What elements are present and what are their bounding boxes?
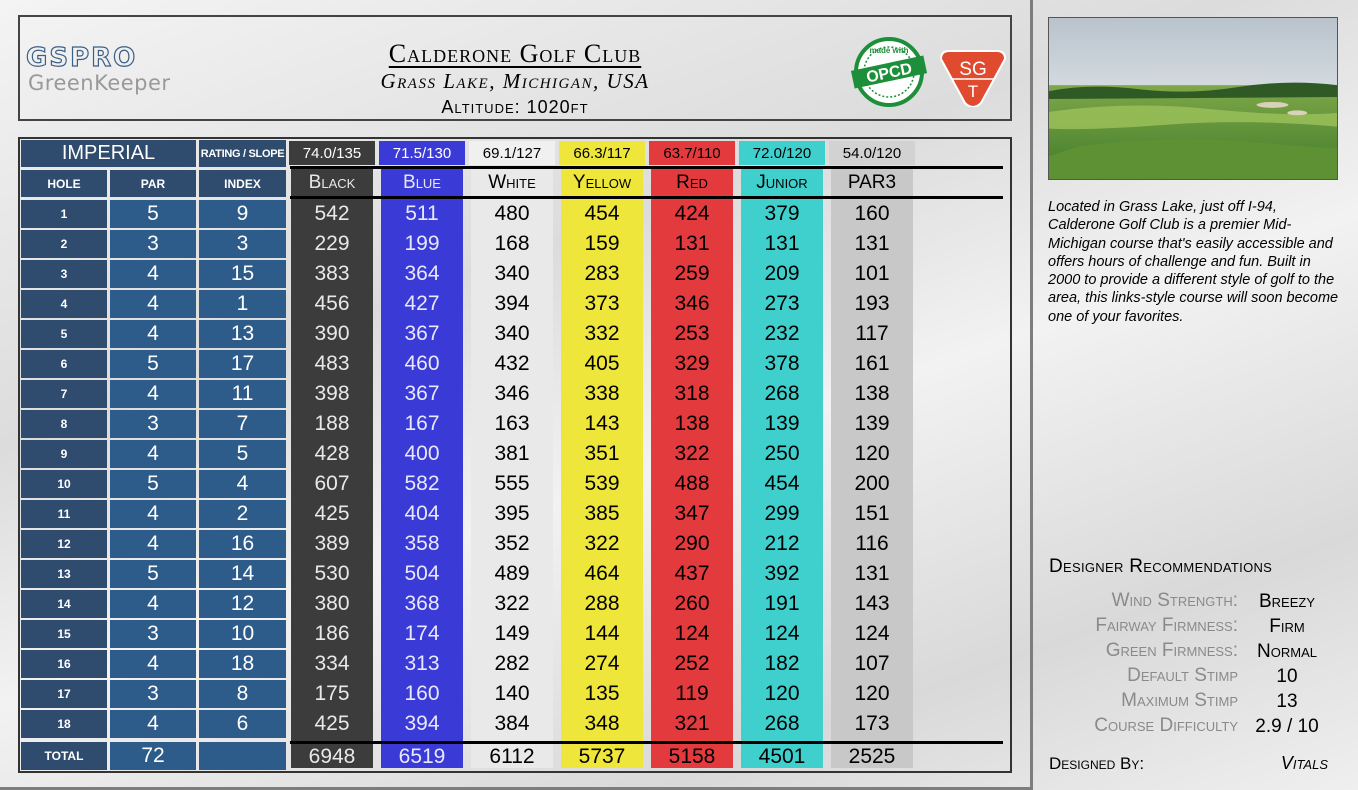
hole-number: 13 [21, 560, 107, 588]
hole-par: 3 [110, 230, 196, 258]
tee-yardage: 483 [314, 352, 350, 375]
tee-yardage: 151 [854, 502, 890, 525]
tee-yardage: 395 [494, 502, 530, 525]
tee-yardage: 400 [404, 442, 440, 465]
tee-yardage: 378 [764, 352, 800, 375]
hole-index: 6 [199, 710, 286, 738]
tee-yardage: 131 [854, 562, 890, 585]
tee-name: Black [308, 172, 356, 193]
tee-yardage: 139 [764, 412, 800, 435]
tee-yardage: 138 [854, 382, 890, 405]
tee-yardage: 229 [314, 232, 350, 255]
tee-yardage: 175 [314, 682, 350, 705]
hole-par: 4 [110, 290, 196, 318]
course-location: Grass Lake, Michigan, USA [380, 69, 650, 93]
total-rule [290, 741, 1003, 744]
tee-yardage: 530 [314, 562, 350, 585]
tee-yardage: 607 [314, 472, 350, 495]
tee-yardage: 143 [854, 592, 890, 615]
tee-yardage: 252 [674, 652, 710, 675]
tee-rating-slope: 72.0/120 [739, 141, 825, 165]
tee-yardage: 358 [404, 532, 440, 555]
tee-column-band [381, 168, 463, 768]
hole-par: 3 [110, 680, 196, 708]
tee-yardage: 131 [674, 232, 710, 255]
sgt-bottom-text: T [967, 82, 979, 101]
tee-yardage: 131 [854, 232, 890, 255]
tee-yardage: 200 [854, 472, 890, 495]
index-total-blank [199, 742, 286, 770]
tee-yardage: 489 [494, 562, 530, 585]
recommendation-label: Default Stimp [1127, 665, 1238, 686]
par-header: PAR [110, 170, 196, 197]
tee-yardage: 321 [674, 712, 710, 735]
tee-yardage: 318 [674, 382, 710, 405]
tee-yardage: 140 [494, 682, 530, 705]
tee-yardage: 367 [404, 322, 440, 345]
tee-column-band [561, 168, 643, 768]
tee-yardage: 232 [764, 322, 800, 345]
tee-yardage: 273 [764, 292, 800, 315]
recommendations-title: Designer Recommendations [1049, 556, 1273, 577]
opcd-badge-icon [846, 37, 932, 107]
hole-index: 18 [199, 650, 286, 678]
tee-yardage: 191 [764, 592, 800, 615]
recommendation-value: Breezy [1258, 591, 1315, 612]
tee-yardage: 143 [584, 412, 620, 435]
tee-rating-slope: 66.3/117 [559, 141, 645, 165]
hole-par: 4 [110, 710, 196, 738]
hole-index: 7 [199, 410, 286, 438]
tee-yardage: 427 [404, 292, 440, 315]
tee-yardage: 101 [854, 262, 890, 285]
units-label: IMPERIAL [21, 140, 196, 167]
course-photo [1048, 17, 1338, 180]
hole-index: 10 [199, 620, 286, 648]
tee-yardage: 135 [584, 682, 620, 705]
hole-number: 15 [21, 620, 107, 648]
tee-yardage: 107 [854, 652, 890, 675]
hole-index: 15 [199, 260, 286, 288]
tee-yardage: 404 [404, 502, 440, 525]
hole-par: 5 [110, 560, 196, 588]
hole-number: 4 [21, 290, 107, 318]
tee-yardage: 161 [854, 352, 890, 375]
tee-header-rule-bottom [290, 196, 1003, 199]
recommendation-label: Maximum Stimp [1121, 690, 1238, 711]
course-header [18, 15, 1012, 121]
tee-yardage: 290 [674, 532, 710, 555]
tee-yardage: 260 [674, 592, 710, 615]
tee-yardage: 555 [494, 472, 530, 495]
tee-yardage: 299 [764, 502, 800, 525]
hole-number: 1 [21, 200, 107, 228]
recommendation-value: 10 [1276, 666, 1298, 687]
tee-name: Yellow [572, 172, 632, 193]
hole-index: 1 [199, 290, 286, 318]
tee-yardage: 390 [314, 322, 350, 345]
tee-yardage: 437 [674, 562, 710, 585]
tee-yardage: 351 [584, 442, 620, 465]
sgt-badge-icon [937, 49, 1009, 107]
tee-yardage: 368 [404, 592, 440, 615]
tee-yardage: 504 [404, 562, 440, 585]
hole-index: 14 [199, 560, 286, 588]
tee-yardage: 124 [674, 622, 710, 645]
tee-column-band [291, 168, 373, 768]
tee-yardage: 288 [584, 592, 620, 615]
tee-yardage: 139 [854, 412, 890, 435]
course-altitude: Altitude: 1020ft [441, 97, 589, 117]
hole-number: 7 [21, 380, 107, 408]
tee-yardage: 394 [494, 292, 530, 315]
tee-yardage: 119 [675, 682, 709, 705]
tee-header-rule-top [290, 166, 1003, 169]
tee-yardage: 193 [854, 292, 890, 315]
tee-yardage: 488 [674, 472, 710, 495]
hole-number: 12 [21, 530, 107, 558]
hole-index: 4 [199, 470, 286, 498]
hole-index: 8 [199, 680, 286, 708]
hole-header: HOLE [21, 170, 107, 197]
tee-yardage: 182 [764, 652, 800, 675]
tee-yardage: 322 [584, 532, 620, 555]
tee-yardage: 511 [405, 202, 439, 225]
tee-total: 6948 [308, 745, 356, 768]
tee-yardage: 144 [584, 622, 620, 645]
recommendation-value: Normal [1257, 641, 1317, 662]
tee-yardage: 367 [404, 382, 440, 405]
tee-column-band [741, 168, 823, 768]
tee-yardage: 539 [584, 472, 620, 495]
tee-yardage: 454 [764, 472, 800, 495]
tee-yardage: 347 [674, 502, 710, 525]
tee-yardage: 124 [854, 622, 890, 645]
hole-number: 18 [21, 710, 107, 738]
tee-yardage: 352 [494, 532, 530, 555]
tee-yardage: 582 [404, 472, 440, 495]
recommendation-label: Fairway Firmness: [1095, 615, 1238, 636]
tee-yardage: 389 [314, 532, 350, 555]
tee-yardage: 460 [404, 352, 440, 375]
tee-rating-slope: 74.0/135 [289, 141, 375, 165]
tee-yardage: 149 [494, 622, 530, 645]
tee-name: PAR3 [847, 172, 897, 193]
tee-yardage: 283 [584, 262, 620, 285]
tee-yardage: 394 [404, 712, 440, 735]
course-title: Calderone Golf Club [388, 39, 642, 68]
tee-yardage: 250 [764, 442, 800, 465]
tee-yardage: 381 [494, 442, 530, 465]
tee-yardage: 348 [584, 712, 620, 735]
hole-par: 5 [110, 470, 196, 498]
tee-total: 4501 [758, 745, 806, 768]
tee-yardage: 454 [584, 202, 620, 225]
greenkeeper-logo: GreenKeeper [28, 71, 171, 95]
hole-par: 4 [110, 530, 196, 558]
hole-par: 4 [110, 380, 196, 408]
tee-yardage: 117 [855, 322, 889, 345]
tee-column-band [471, 168, 553, 768]
hole-par: 4 [110, 320, 196, 348]
tee-name: Junior [756, 172, 808, 193]
tee-yardage: 480 [494, 202, 530, 225]
tee-total: 6519 [398, 745, 446, 768]
tee-yardage: 384 [494, 712, 530, 735]
hole-index: 3 [199, 230, 286, 258]
hole-par: 5 [110, 200, 196, 228]
tee-yardage: 424 [674, 202, 710, 225]
tee-yardage: 168 [494, 232, 530, 255]
tee-column-band [831, 168, 913, 768]
tee-total: 2525 [848, 745, 896, 768]
tee-yardage: 398 [314, 382, 350, 405]
total-label: TOTAL [21, 742, 107, 770]
hole-par: 4 [110, 260, 196, 288]
hole-number: 3 [21, 260, 107, 288]
designed-by-label: Designed By: [1049, 754, 1145, 773]
tee-yardage: 173 [854, 712, 890, 735]
recommendation-label: Course Difficulty [1094, 715, 1238, 736]
opcd-ring-text: made with [869, 46, 909, 55]
par-total: 72 [110, 742, 196, 770]
tee-yardage: 338 [584, 382, 620, 405]
tee-yardage: 464 [584, 562, 620, 585]
tee-rating-slope: 69.1/127 [469, 141, 555, 165]
hole-par: 3 [110, 410, 196, 438]
hole-par: 3 [110, 620, 196, 648]
tee-total: 5158 [668, 745, 716, 768]
tee-total: 5737 [578, 745, 626, 768]
tee-column-band [651, 168, 733, 768]
tee-yardage: 160 [854, 202, 890, 225]
hole-index: 9 [199, 200, 286, 228]
hole-par: 4 [110, 500, 196, 528]
hole-par: 4 [110, 650, 196, 678]
tee-yardage: 332 [584, 322, 620, 345]
tee-yardage: 340 [494, 322, 530, 345]
recommendation-label: Green Firmness: [1105, 640, 1238, 661]
tee-yardage: 274 [584, 652, 620, 675]
tee-yardage: 313 [404, 652, 440, 675]
tee-yardage: 259 [674, 262, 710, 285]
tee-rating-slope: 54.0/120 [829, 141, 915, 165]
tee-yardage: 425 [314, 502, 350, 525]
tee-yardage: 159 [584, 232, 620, 255]
tee-yardage: 120 [854, 442, 890, 465]
hole-number: 11 [21, 500, 107, 528]
recommendation-label: Wind Strength: [1111, 590, 1238, 611]
tee-yardage: 163 [494, 412, 530, 435]
tee-yardage: 380 [314, 592, 350, 615]
tee-yardage: 131 [764, 232, 800, 255]
tee-yardage: 322 [674, 442, 710, 465]
tee-yardage: 405 [584, 352, 620, 375]
tee-yardage: 379 [764, 202, 800, 225]
hole-par: 4 [110, 590, 196, 618]
tee-yardage: 428 [314, 442, 350, 465]
tee-yardage: 138 [674, 412, 710, 435]
tee-yardage: 334 [314, 652, 350, 675]
designer-name: Vitals [1280, 753, 1328, 773]
tee-yardage: 120 [854, 682, 890, 705]
tee-yardage: 425 [314, 712, 350, 735]
hole-number: 14 [21, 590, 107, 618]
tee-yardage: 373 [584, 292, 620, 315]
hole-index: 2 [199, 500, 286, 528]
hole-number: 17 [21, 680, 107, 708]
tee-yardage: 329 [674, 352, 710, 375]
hole-par: 4 [110, 440, 196, 468]
tee-yardage: 209 [764, 262, 800, 285]
hole-index: 11 [199, 380, 286, 408]
tee-yardage: 385 [584, 502, 620, 525]
hole-number: 8 [21, 410, 107, 438]
hole-index: 13 [199, 320, 286, 348]
tee-yardage: 542 [314, 202, 350, 225]
tee-yardage: 212 [764, 532, 800, 555]
tee-rating-slope: 63.7/110 [649, 141, 735, 165]
opcd-text: OPCD [864, 60, 914, 87]
tee-yardage: 346 [494, 382, 530, 405]
tee-yardage: 340 [494, 262, 530, 285]
tee-total: 6112 [489, 745, 535, 768]
hole-number: 5 [21, 320, 107, 348]
tee-yardage: 160 [404, 682, 440, 705]
gspro-logo: GSPRO [26, 43, 138, 73]
tee-yardage: 364 [404, 262, 440, 285]
tee-yardage: 174 [404, 622, 440, 645]
tee-yardage: 268 [764, 382, 800, 405]
hole-index: 12 [199, 590, 286, 618]
hole-number: 6 [21, 350, 107, 378]
tee-rating-slope: 71.5/130 [379, 141, 465, 165]
recommendation-value: Firm [1269, 616, 1305, 637]
recommendation-value: 13 [1276, 691, 1298, 712]
tee-yardage: 346 [674, 292, 710, 315]
rating-slope-label: RATING / SLOPE [199, 140, 286, 167]
course-description: Located in Grass Lake, just off I-94, Calderone Golf Club is a premier Mid-Michigan course that's easily accessible and offers hours of challenge and fun. Built in 2000 to provide a different style of golf to the area, this links-style course will soon become one of your favorites. [1048, 199, 1339, 325]
hole-index: 16 [199, 530, 286, 558]
tee-yardage: 167 [404, 412, 440, 435]
tee-yardage: 392 [764, 562, 800, 585]
hole-index: 5 [199, 440, 286, 468]
tee-yardage: 124 [764, 622, 800, 645]
hole-number: 10 [21, 470, 107, 498]
hole-index: 17 [199, 350, 286, 378]
hole-par: 5 [110, 350, 196, 378]
sgt-top-text: SG [959, 59, 987, 80]
hole-number: 16 [21, 650, 107, 678]
tee-yardage: 120 [764, 682, 800, 705]
tee-yardage: 268 [764, 712, 800, 735]
tee-name: Red [676, 172, 708, 193]
index-header: INDEX [199, 170, 286, 197]
tee-yardage: 199 [404, 232, 440, 255]
tee-name: White [488, 172, 536, 193]
tee-yardage: 322 [494, 592, 530, 615]
tee-yardage: 116 [855, 532, 889, 555]
tee-name: Blue [403, 172, 441, 193]
tee-yardage: 282 [494, 652, 530, 675]
tee-yardage: 188 [314, 412, 350, 435]
tee-yardage: 186 [314, 622, 350, 645]
tee-yardage: 253 [674, 322, 710, 345]
tee-yardage: 456 [314, 292, 350, 315]
recommendation-value: 2.9 / 10 [1255, 716, 1319, 737]
hole-number: 9 [21, 440, 107, 468]
tee-yardage: 432 [494, 352, 530, 375]
hole-number: 2 [21, 230, 107, 258]
tee-yardage: 383 [314, 262, 350, 285]
